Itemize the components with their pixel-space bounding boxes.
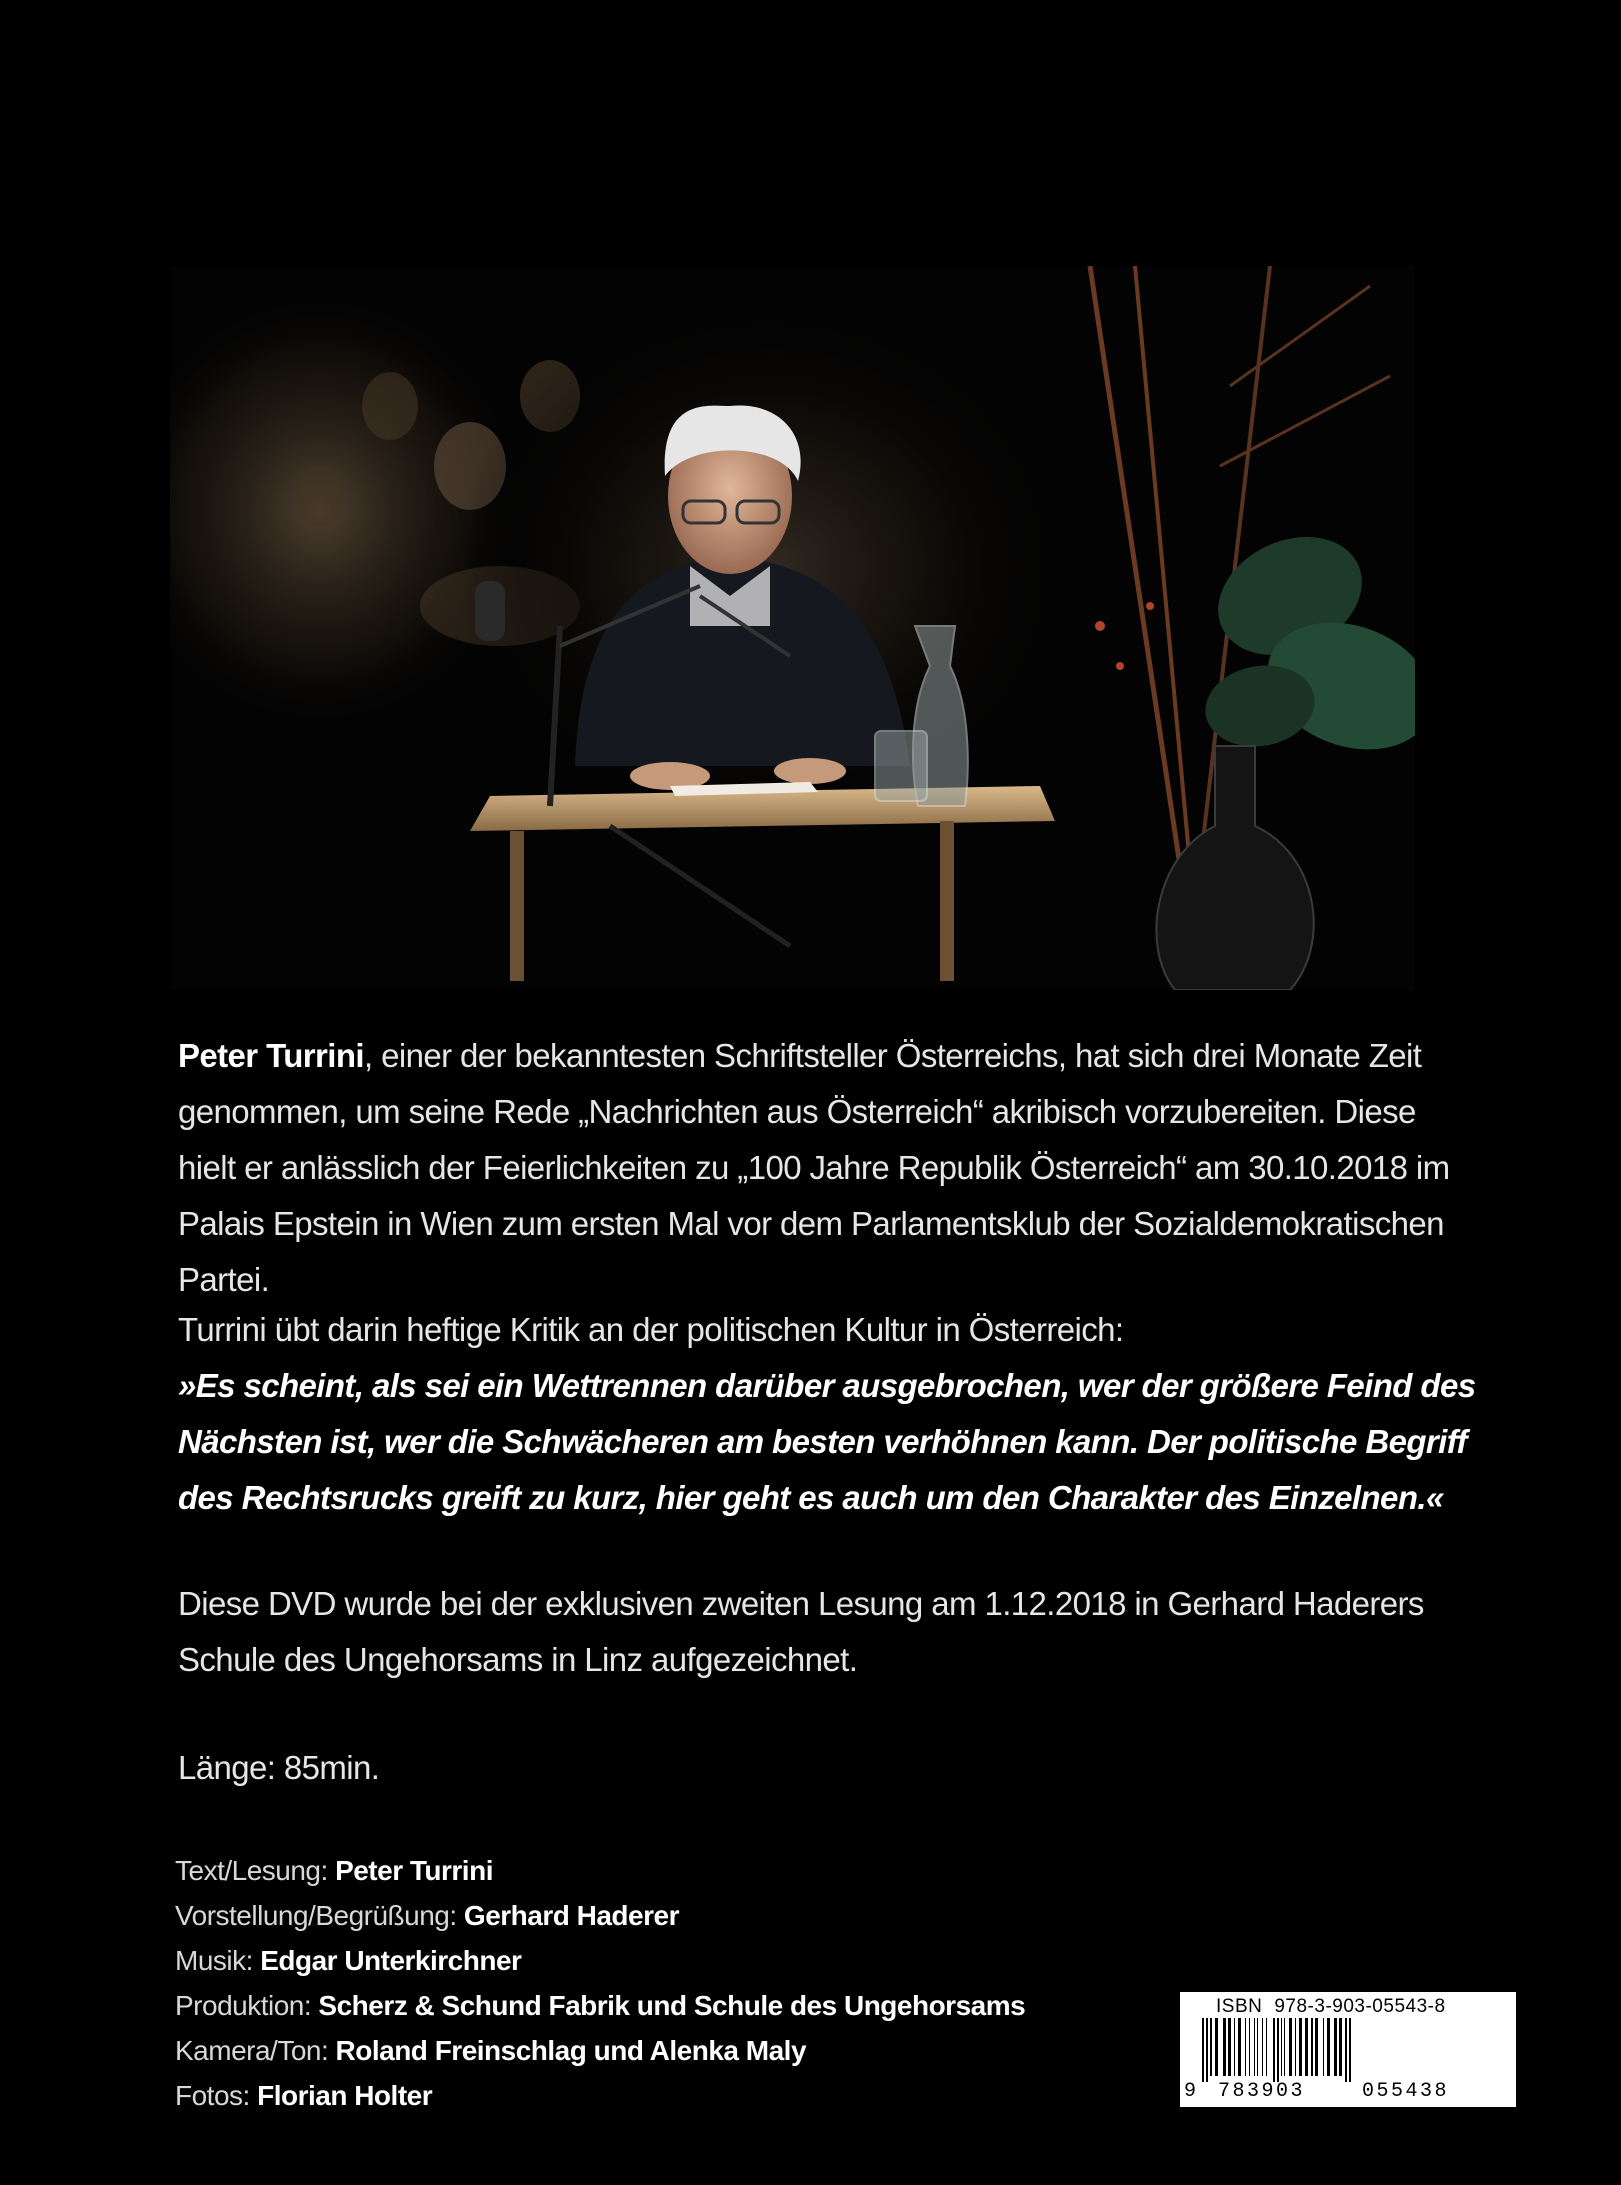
credit-item (175, 1983, 1075, 2028)
barcode-bar (1215, 2018, 1218, 2076)
barcode-bar (1345, 2018, 1347, 2082)
barcode-bar (1327, 2018, 1330, 2076)
barcode-bar (1273, 2018, 1275, 2082)
credit-item (175, 1938, 1075, 1983)
credit-item (175, 2073, 1075, 2118)
credits-list (175, 1848, 1075, 2118)
barcode-bar (1295, 2018, 1296, 2076)
isbn-number: 978-3-903-05543-8 (1274, 1996, 1446, 2017)
barcode-bar (1249, 2018, 1250, 2076)
intro-text: , einer der bekanntesten Schriftsteller Österreichs, hat sich drei Monate Zeit genommen, um seine Rede „Nachrichten aus Österreich“ akribisch vorzubereiten. Diese hielt er anlässlich der Feierlichkeiten zu „100 Jahre Republik Österreich“ am 30.10.2018 im Palais Epstein in Wien zum ersten Mal vor dem Parlamentsklub der Sozialdemokratischen Partei. (178, 1037, 1450, 1298)
barcode-bar (1289, 2018, 1292, 2076)
credit-role: Fotos: (175, 2080, 258, 2111)
barcode-bar (1228, 2018, 1231, 2076)
credit-role: Kamera/Ton: (175, 2035, 336, 2066)
barcode-bar (1266, 2018, 1267, 2076)
barcode-digits-right: 055438 (1362, 2080, 1450, 2103)
isbn-line (1216, 1996, 1446, 2018)
credit-role: Musik: (175, 1945, 261, 1976)
barcode-bar (1234, 2018, 1235, 2076)
credit-role: Vorstellung/Begrüßung: (175, 1900, 464, 1931)
recording-info: Diese DVD wurde bei der exklusiven zweiten Lesung am 1.12.2018 in Gerhard Haderers Schule des Ungehorsams in Linz aufgezeichnet. (178, 1585, 1424, 1678)
barcode-bar (1323, 2018, 1324, 2076)
isbn-barcode (1180, 1992, 1516, 2107)
intro-paragraph (178, 1028, 1478, 1308)
barcode-bar (1206, 2018, 1208, 2082)
barcode-bar (1223, 2018, 1226, 2076)
credit-item (175, 1848, 1075, 1893)
barcode-bar (1315, 2018, 1318, 2076)
credit-role: Text/Lesung: (175, 1855, 336, 1886)
credit-name: Roland Freinschlag und Alenka Maly (335, 2035, 807, 2066)
barcode-bar (1284, 2018, 1285, 2076)
barcode-bar (1349, 2018, 1351, 2082)
critique-paragraph (178, 1302, 1478, 1526)
barcode-bar (1257, 2018, 1258, 2076)
barcode-bar (1254, 2018, 1255, 2076)
author-name: Peter Turrini (178, 1037, 364, 1074)
barcode-digits-left: 783903 (1218, 2080, 1306, 2103)
barcode-bar (1238, 2018, 1241, 2076)
barcode-digit-first: 9 (1184, 2080, 1199, 2103)
credit-name: Edgar Unterkirchner (260, 1945, 522, 1976)
barcode-bars-icon (1202, 2018, 1494, 2082)
critique-quote: »Es scheint, als sei ein Wettrennen darüber ausgebrochen, wer der größere Feind des Nächsten ist, wer die Schwächeren am besten verhöhnen kann. Der politische Begriff des Rechtsrucks greift zu kurz, hier geht es auch um den Charakter des Einzelnen.« (178, 1367, 1476, 1516)
barcode-bar (1339, 2018, 1342, 2076)
barcode-bar (1305, 2018, 1308, 2076)
reading-stage-photo-icon (170, 266, 1415, 990)
critique-lead: Turrini übt darin heftige Kritik an der politischen Kultur in Österreich: (178, 1311, 1124, 1348)
credit-name: Peter Turrini (335, 1855, 493, 1886)
barcode-bar (1262, 2018, 1263, 2076)
barcode-bar (1299, 2018, 1302, 2076)
barcode-bar (1334, 2018, 1337, 2076)
credit-name: Gerhard Haderer (463, 1900, 679, 1931)
barcode-bar (1210, 2018, 1212, 2076)
credit-item (175, 1893, 1075, 1938)
credit-item (175, 2028, 1075, 2073)
credit-name: Scherz & Schund Fabrik und Schule des Ungehorsams (318, 1990, 1026, 2021)
barcode-bar (1281, 2018, 1282, 2076)
isbn-label: ISBN (1216, 1996, 1263, 2017)
credit-role: Produktion: (175, 1990, 319, 2021)
barcode-bar (1245, 2018, 1246, 2076)
barcode-bar (1277, 2018, 1279, 2082)
credit-name: Florian Holter (257, 2080, 433, 2111)
barcode-bar (1202, 2018, 1204, 2082)
stage-photo (170, 266, 1415, 990)
barcode-bar (1311, 2018, 1313, 2076)
runtime-length: Länge: 85min. (178, 1749, 380, 1786)
